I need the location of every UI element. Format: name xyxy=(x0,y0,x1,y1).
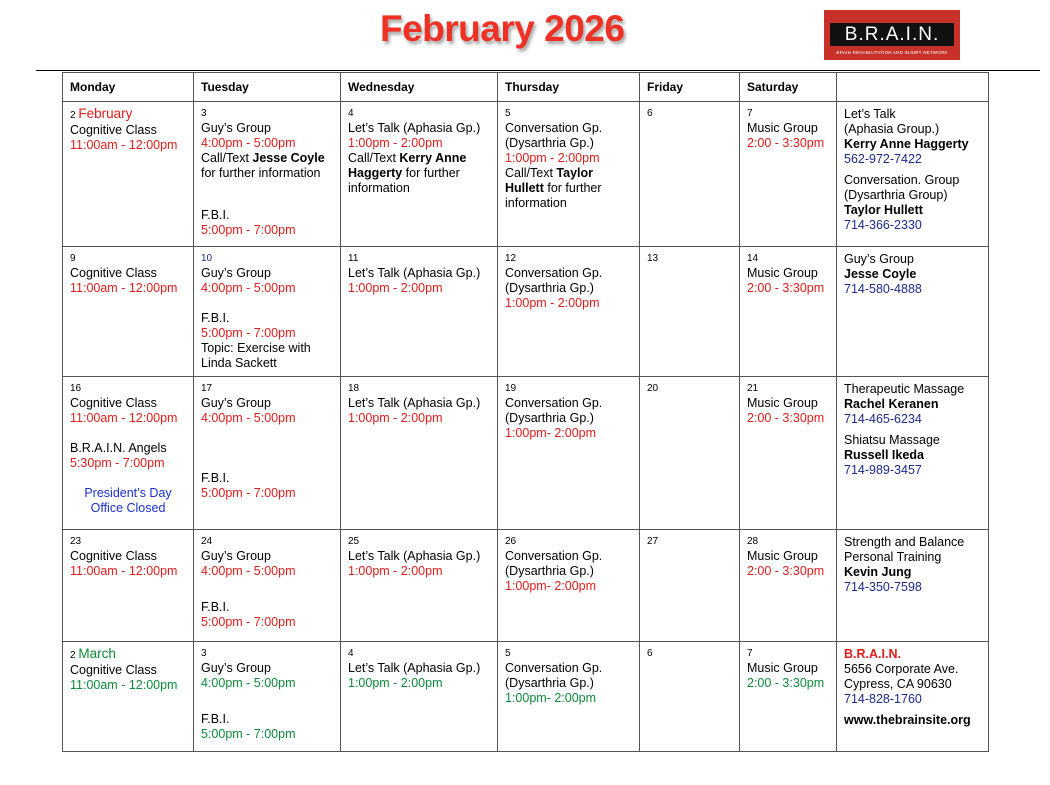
contact-name: Kerry Anne Haggerty xyxy=(844,137,969,151)
event-name: Music Group xyxy=(747,661,818,675)
event-name: Conversation Gp. xyxy=(505,266,603,280)
event-name: F.B.I. xyxy=(201,600,230,614)
day-cell xyxy=(740,102,837,247)
event-time: 5:00pm - 7:00pm xyxy=(201,727,296,741)
website-link[interactable]: www.thebrainsite.org xyxy=(844,713,971,727)
day-cell xyxy=(498,642,640,752)
event-name: F.B.I. xyxy=(201,311,230,325)
event-time: 11:00am - 12:00pm xyxy=(70,411,178,425)
event-time: 1:00pm- 2:00pm xyxy=(505,691,597,705)
event-name: Guy’s Group xyxy=(201,549,271,563)
event-time: 2:00 - 3:30pm xyxy=(747,564,825,578)
day-number: 14 xyxy=(747,253,759,264)
day-number: 19 xyxy=(505,383,517,394)
week-row xyxy=(63,530,989,642)
header-thursday: Thursday xyxy=(498,73,640,102)
event-time: 1:00pm - 2:00pm xyxy=(348,136,443,150)
info-line: Strength and Balance xyxy=(844,535,965,549)
event-time: 4:00pm - 5:00pm xyxy=(201,281,296,295)
contact-name: Rachel Keranen xyxy=(844,397,939,411)
event-name: Conversation Gp. xyxy=(505,121,603,135)
header-divider xyxy=(36,70,1040,71)
event-name: Cognitive Class xyxy=(70,663,157,677)
event-time: 4:00pm - 5:00pm xyxy=(201,136,296,150)
contact-name: Jesse Coyle xyxy=(844,267,917,281)
day-number: 2 xyxy=(70,110,76,121)
contact-name: Taylor Hullett xyxy=(844,203,923,217)
contact-name: Jesse Coyle xyxy=(252,151,325,165)
day-cell xyxy=(498,530,640,642)
logo-wordmark: B.R.A.I.N. xyxy=(844,24,940,45)
day-number: 28 xyxy=(747,536,759,547)
day-cell xyxy=(63,377,194,530)
day-number: 21 xyxy=(747,383,759,394)
info-line: (Aphasia Group.) xyxy=(844,122,940,136)
day-cell xyxy=(498,102,640,247)
event-name: Music Group xyxy=(747,266,818,280)
header-info xyxy=(837,73,989,102)
day-cell xyxy=(63,642,194,752)
day-cell xyxy=(640,530,740,642)
day-cell xyxy=(740,642,837,752)
day-number: 4 xyxy=(348,648,354,659)
info-cell xyxy=(837,530,989,642)
month-label: February xyxy=(78,106,133,121)
event-time: 2:00 - 3:30pm xyxy=(747,676,825,690)
event-time: 5:30pm - 7:00pm xyxy=(70,456,165,470)
day-cell xyxy=(194,642,341,752)
contact-phone[interactable]: 714-828-1760 xyxy=(844,692,922,706)
info-line: Personal Training xyxy=(844,550,942,564)
event-time: 4:00pm - 5:00pm xyxy=(201,564,296,578)
info-line: Shiatsu Massage xyxy=(844,433,940,447)
month-label: March xyxy=(78,646,116,661)
event-time: 1:00pm - 2:00pm xyxy=(348,281,443,295)
event-name: Let’s Talk (Aphasia Gp.) xyxy=(348,266,481,280)
contact-prefix: Call/Text xyxy=(348,151,400,165)
info-cell xyxy=(837,642,989,752)
day-cell xyxy=(640,247,740,377)
info-cell xyxy=(837,377,989,530)
day-cell xyxy=(640,102,740,247)
event-time: 2:00 - 3:30pm xyxy=(747,281,825,295)
info-cell xyxy=(837,102,989,247)
info-line: Let’s Talk xyxy=(844,107,896,121)
contact-suffix: for further information xyxy=(201,166,321,180)
contact-name: Kerry Anne Haggerty xyxy=(348,151,467,180)
event-time: 11:00am - 12:00pm xyxy=(70,678,178,692)
day-cell xyxy=(63,102,194,247)
day-cell xyxy=(640,642,740,752)
day-number: 4 xyxy=(348,108,354,119)
event-name: Cognitive Class xyxy=(70,396,157,410)
info-cell xyxy=(837,247,989,377)
day-cell xyxy=(341,247,498,377)
event-name: Guy’s Group xyxy=(201,396,271,410)
day-number: 5 xyxy=(505,648,511,659)
day-number: 26 xyxy=(505,536,517,547)
day-number: 18 xyxy=(348,383,360,394)
day-number: 13 xyxy=(647,253,659,264)
event-name: Conversation Gp. xyxy=(505,661,603,675)
day-cell xyxy=(341,102,498,247)
header-tuesday: Tuesday xyxy=(194,73,341,102)
event-subtitle: (Dysarthria Gp.) xyxy=(505,564,594,578)
contact-phone[interactable]: 714-989-3457 xyxy=(844,463,922,477)
event-time: 1:00pm - 2:00pm xyxy=(505,296,600,310)
contact-suffix: for further information xyxy=(348,166,460,195)
day-number: 17 xyxy=(201,383,213,394)
event-time: 1:00pm - 2:00pm xyxy=(348,564,443,578)
event-time: 2:00 - 3:30pm xyxy=(747,136,825,150)
address-line: 5656 Corporate Ave. xyxy=(844,662,959,676)
day-cell xyxy=(194,247,341,377)
day-number: 12 xyxy=(505,253,517,264)
event-time: 5:00pm - 7:00pm xyxy=(201,486,296,500)
org-name: B.R.A.I.N. xyxy=(844,647,901,661)
day-number: 20 xyxy=(647,383,659,394)
event-name: Cognitive Class xyxy=(70,549,157,563)
day-cell xyxy=(740,530,837,642)
day-cell xyxy=(341,530,498,642)
day-cell xyxy=(740,247,837,377)
day-cell xyxy=(63,247,194,377)
day-cell xyxy=(63,530,194,642)
day-number: 3 xyxy=(201,108,207,119)
calendar-grid xyxy=(62,72,989,752)
event-time: 5:00pm - 7:00pm xyxy=(201,223,296,237)
event-time: 5:00pm - 7:00pm xyxy=(201,326,296,340)
day-number: 3 xyxy=(201,648,207,659)
event-subtitle: (Dysarthria Gp.) xyxy=(505,411,594,425)
event-name: B.R.A.I.N. Angels xyxy=(70,441,167,455)
day-cell xyxy=(341,642,498,752)
event-name: Music Group xyxy=(747,549,818,563)
event-time: 1:00pm- 2:00pm xyxy=(505,579,597,593)
event-name: Let’s Talk (Aphasia Gp.) xyxy=(348,396,481,410)
event-name: Let’s Talk (Aphasia Gp.) xyxy=(348,121,481,135)
contact-phone[interactable]: 714-465-6234 xyxy=(844,412,922,426)
day-number: 7 xyxy=(747,108,753,119)
day-number: 16 xyxy=(70,383,82,394)
holiday-note: President’s Day xyxy=(84,486,172,500)
day-cell xyxy=(194,102,341,247)
event-time: 4:00pm - 5:00pm xyxy=(201,411,296,425)
event-time: 2:00 - 3:30pm xyxy=(747,411,825,425)
contact-name: Kevin Jung xyxy=(844,565,912,579)
event-topic: Topic: Exercise with Linda Sackett xyxy=(201,341,311,370)
contact-name: Taylor Hullett xyxy=(505,166,593,195)
logo-subtitle: BRAIN REHABILITATION AND INJURY NETWORK xyxy=(836,50,948,55)
weekday-header-row xyxy=(63,73,989,102)
day-cell xyxy=(194,530,341,642)
day-number: 24 xyxy=(201,536,213,547)
event-time: 11:00am - 12:00pm xyxy=(70,138,178,152)
day-number: 2 xyxy=(70,650,76,661)
week-row xyxy=(63,102,989,247)
day-number: 6 xyxy=(647,648,653,659)
week-row xyxy=(63,377,989,530)
contact-suffix: for further information xyxy=(505,181,602,210)
header-wednesday: Wednesday xyxy=(341,73,498,102)
contact-prefix: Call/Text xyxy=(201,151,253,165)
day-number: 23 xyxy=(70,536,82,547)
contact-phone[interactable]: 714-580-4888 xyxy=(844,282,922,296)
event-time: 4:00pm - 5:00pm xyxy=(201,676,296,690)
week-row xyxy=(63,247,989,377)
header-friday: Friday xyxy=(640,73,740,102)
day-number: 7 xyxy=(747,648,753,659)
event-subtitle: (Dysarthria Gp.) xyxy=(505,281,594,295)
event-time: 1:00pm - 2:00pm xyxy=(505,151,600,165)
contact-prefix: Call/Text xyxy=(505,166,557,180)
event-name: Cognitive Class xyxy=(70,266,157,280)
info-line: Conversation. Group xyxy=(844,173,960,187)
info-line: Guy’s Group xyxy=(844,252,914,266)
event-time: 1:00pm- 2:00pm xyxy=(505,426,597,440)
event-name: F.B.I. xyxy=(201,471,230,485)
contact-phone[interactable]: 714-366-2330 xyxy=(844,218,922,232)
event-name: Guy’s Group xyxy=(201,121,271,135)
day-number: 27 xyxy=(647,536,659,547)
day-cell xyxy=(740,377,837,530)
event-time: 1:00pm - 2:00pm xyxy=(348,411,443,425)
info-line: Therapeutic Massage xyxy=(844,382,965,396)
contact-name: Russell Ikeda xyxy=(844,448,924,462)
day-cell xyxy=(498,377,640,530)
event-time: 11:00am - 12:00pm xyxy=(70,564,178,578)
day-number: 25 xyxy=(348,536,360,547)
day-number: 9 xyxy=(70,253,76,264)
day-cell xyxy=(194,377,341,530)
contact-phone[interactable]: 714-350-7598 xyxy=(844,580,922,594)
event-name: F.B.I. xyxy=(201,208,230,222)
event-name: Guy’s Group xyxy=(201,266,271,280)
event-subtitle: (Dysarthria Gp.) xyxy=(505,676,594,690)
header-monday: Monday xyxy=(63,73,194,102)
info-line: (Dysarthria Group) xyxy=(844,188,948,202)
week-row xyxy=(63,642,989,752)
event-subtitle: (Dysarthria Gp.) xyxy=(505,136,594,150)
day-cell xyxy=(341,377,498,530)
event-time: 1:00pm - 2:00pm xyxy=(348,676,443,690)
event-name: Let’s Talk (Aphasia Gp.) xyxy=(348,549,481,563)
event-time: 5:00pm - 7:00pm xyxy=(201,615,296,629)
event-name: Conversation Gp. xyxy=(505,549,603,563)
event-name: F.B.I. xyxy=(201,712,230,726)
page-title: February 2026 xyxy=(380,8,625,49)
event-name: Music Group xyxy=(747,121,818,135)
day-cell xyxy=(640,377,740,530)
event-time: 11:00am - 12:00pm xyxy=(70,281,178,295)
day-cell xyxy=(498,247,640,377)
holiday-note: Office Closed xyxy=(90,501,166,515)
brain-logo xyxy=(824,10,960,60)
header-saturday: Saturday xyxy=(740,73,837,102)
event-name: Guy’s Group xyxy=(201,661,271,675)
event-name: Conversation Gp. xyxy=(505,396,603,410)
event-name: Let’s Talk (Aphasia Gp.) xyxy=(348,661,481,675)
day-number: 6 xyxy=(647,108,653,119)
event-name: Cognitive Class xyxy=(70,123,157,137)
event-name: Music Group xyxy=(747,396,818,410)
contact-phone[interactable]: 562-972-7422 xyxy=(844,152,922,166)
day-number: 10 xyxy=(201,253,213,264)
address-line: Cypress, CA 90630 xyxy=(844,677,952,691)
day-number: 11 xyxy=(348,253,359,264)
day-number: 5 xyxy=(505,108,511,119)
